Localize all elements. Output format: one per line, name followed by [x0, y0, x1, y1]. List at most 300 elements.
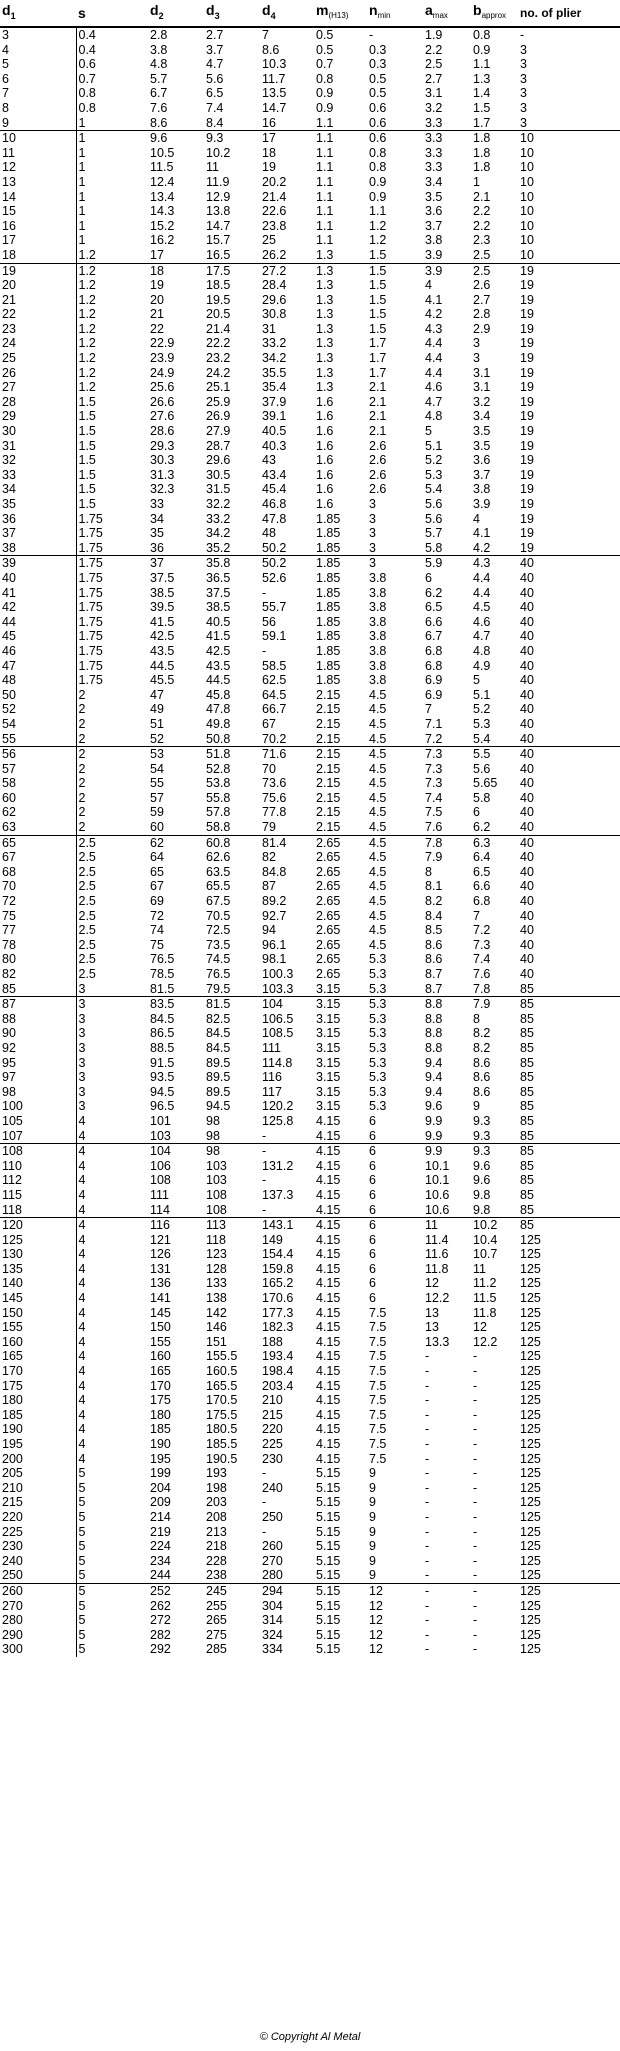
table-cell: 26 [0, 366, 76, 381]
table-cell: 6 [473, 805, 480, 820]
table-cell: 40 [520, 864, 534, 879]
table-row [0, 57, 620, 72]
table-cell: 27 [0, 380, 76, 395]
table-cell: 101 [150, 1113, 171, 1128]
table-cell: 3.7 [473, 467, 491, 482]
table-cell: 59.1 [262, 629, 287, 644]
table-cell: 230 [0, 1539, 76, 1554]
table-row [0, 1041, 620, 1056]
table-cell: 1.3 [316, 351, 334, 366]
table-cell: 2.8 [473, 307, 491, 322]
table-cell: 1.6 [316, 482, 334, 497]
table-cell: 1.5 [369, 307, 387, 322]
table-cell: 89.5 [206, 1070, 231, 1085]
table-cell: 2.6 [369, 482, 387, 497]
table-row [0, 982, 620, 997]
table-cell: 16.5 [206, 247, 231, 262]
table-cell: 2 [76, 747, 148, 762]
table-cell: 5.15 [316, 1627, 341, 1642]
table-cell: 4 [78, 1173, 86, 1188]
table-row [0, 1159, 620, 1174]
table-cell: 85 [518, 997, 620, 1012]
table-row [0, 850, 620, 865]
table-row [0, 1481, 620, 1496]
table-cell: 4.6 [473, 614, 491, 629]
table-cell: 160 [150, 1349, 171, 1364]
table-cell: 10.3 [262, 57, 287, 72]
header-m: $m_{(H13)}$ [314, 0, 367, 27]
table-row [0, 835, 620, 850]
table-cell: 0.8 [316, 71, 334, 86]
table-cell: 8.6 [425, 952, 443, 967]
table-cell: - [425, 1466, 430, 1481]
table-cell: - [473, 1613, 478, 1628]
table-cell: 2.65 [316, 879, 341, 894]
table-cell: 125 [520, 1305, 541, 1320]
table-cell: 11.2 [473, 1276, 497, 1291]
table-cell: 270 [0, 1599, 76, 1614]
table-cell: 1.2 [76, 263, 148, 278]
table-cell: 4 [78, 1451, 86, 1466]
table-cell: 2.5 [425, 57, 443, 72]
table-cell: 170 [0, 1364, 76, 1379]
table-cell: 1.3 [473, 71, 491, 86]
table-cell: 125 [520, 1276, 541, 1291]
table-cell: 7.4 [425, 790, 443, 805]
table-cell: 4.3 [425, 321, 443, 336]
table-cell: 1.1 [316, 145, 334, 160]
table-cell: 64.5 [262, 687, 287, 702]
table-cell: 68 [0, 865, 76, 880]
table-cell: - [425, 1568, 430, 1583]
table-cell: 40 [520, 585, 534, 600]
table-cell: 33 [0, 468, 76, 483]
table-cell: 40 [520, 776, 534, 791]
table-cell: 87 [0, 997, 76, 1012]
table-cell: 4 [78, 1378, 86, 1393]
table-cell: 4.15 [316, 1276, 341, 1291]
table-cell: 46 [0, 644, 76, 659]
table-cell: 82 [0, 967, 76, 982]
table-cell: 265 [206, 1613, 227, 1628]
table-cell: 5.7 [425, 526, 443, 541]
table-cell: 1.3 [316, 336, 334, 351]
table-cell: 2.15 [316, 820, 341, 835]
table-cell: 11.5 [150, 160, 174, 175]
table-row [0, 1129, 620, 1144]
table-cell: 13 [425, 1320, 439, 1335]
table-cell: - [473, 1539, 478, 1554]
table-cell: 41.5 [206, 629, 231, 644]
table-cell: 0.5 [316, 28, 334, 42]
table-cell: 6.8 [425, 658, 443, 673]
table-cell: 1.1 [316, 204, 334, 219]
table-cell: 2.2 [473, 218, 491, 233]
table-cell: 11.9 [206, 174, 230, 189]
table-cell: 7.8 [423, 835, 471, 850]
table-cell: 86.5 [150, 1026, 175, 1041]
table-cell: 2.5 [78, 894, 96, 909]
table-cell: 7.6 [150, 100, 168, 115]
table-cell: 40 [518, 747, 620, 762]
table-cell: 2.65 [316, 850, 341, 865]
table-cell: 40 [520, 937, 534, 952]
table-cell: 89.2 [262, 894, 287, 909]
table-cell: 117 [262, 1084, 282, 1099]
table-cell: 8.6 [425, 937, 443, 952]
table-cell: 47.8 [206, 702, 231, 717]
table-cell: 8.6 [150, 115, 168, 130]
table-cell: 29 [0, 409, 76, 424]
table-cell: 1.6 [316, 394, 334, 409]
table-cell: 35.2 [206, 540, 231, 555]
table-cell: 120 [0, 1218, 76, 1233]
table-cell: 314 [262, 1613, 283, 1628]
table-cell: 3.1 [425, 86, 443, 101]
table-cell: 58.5 [262, 658, 287, 673]
table-cell: 7.6 [473, 967, 491, 981]
table-cell: 8.5 [425, 923, 443, 938]
table-cell: 31 [262, 321, 276, 336]
table-cell: 2.1 [473, 189, 491, 204]
table-row [0, 1349, 620, 1364]
table-cell: 12 [369, 1627, 383, 1642]
table-cell: 0.3 [369, 57, 387, 72]
table-cell: 1.7 [473, 115, 491, 130]
table-cell: 93.5 [150, 1070, 175, 1085]
table-cell: 204 [150, 1480, 171, 1495]
table-cell: 4 [78, 1291, 86, 1306]
table-cell: 27.2 [260, 263, 314, 278]
table-cell: 29.3 [150, 438, 175, 453]
table-cell: 40 [520, 600, 534, 615]
table-cell: 46.8 [262, 497, 287, 511]
table-row [0, 1114, 620, 1129]
table-cell: 5.3 [369, 1011, 387, 1026]
table-cell: 20 [150, 292, 164, 307]
table-cell: 54 [150, 761, 164, 776]
table-cell: 5.6 [473, 761, 491, 776]
table-cell: 195 [0, 1437, 76, 1452]
table-cell: 1.7 [369, 336, 387, 351]
table-cell: - [425, 1393, 430, 1408]
table-cell: 40 [520, 716, 534, 731]
table-cell: 7.5 [369, 1407, 387, 1422]
table-cell: 45 [0, 629, 76, 644]
table-cell: 65 [150, 864, 164, 879]
table-cell: 334 [262, 1642, 283, 1657]
table-row [0, 27, 620, 43]
table-cell: 1.85 [316, 614, 341, 629]
table-cell: 7.8 [473, 981, 491, 996]
table-cell: 1.5 [78, 453, 96, 468]
table-cell: 125 [520, 1422, 541, 1437]
table-row [0, 1233, 620, 1248]
table-row [0, 233, 620, 248]
table-cell: 5.15 [314, 1583, 367, 1598]
table-row [0, 629, 620, 644]
table-cell: 1.85 [316, 673, 341, 688]
table-cell: 67 [150, 879, 164, 894]
table-cell: 4.9 [473, 658, 491, 673]
table-cell: 1.75 [78, 658, 103, 673]
table-cell: 89.5 [206, 1084, 231, 1099]
table-cell: 4.15 [316, 1173, 341, 1188]
table-row [0, 1642, 620, 1657]
table-row [0, 967, 620, 982]
table-cell: 7.3 [425, 761, 443, 776]
table-cell: 2.5 [76, 835, 148, 850]
table-cell: 4.15 [316, 1247, 341, 1262]
table-cell: 7.6 [425, 820, 443, 835]
table-cell: - [473, 1568, 478, 1583]
table-cell: 0.4 [78, 28, 96, 42]
table-cell: 10 [520, 160, 534, 175]
table-row [0, 1539, 620, 1554]
table-cell: 7.9 [425, 850, 443, 865]
table-cell: 39.1 [262, 409, 287, 424]
table-cell: 4.5 [369, 716, 387, 731]
table-cell: 31.3 [150, 467, 175, 482]
table-cell: 4.3 [471, 556, 518, 571]
table-row [0, 1408, 620, 1423]
table-cell: 75 [150, 937, 164, 952]
table-row [0, 1144, 620, 1159]
table-cell: 26.2 [262, 247, 287, 262]
table-row [0, 1099, 620, 1114]
table-cell: 73.5 [206, 937, 231, 952]
table-cell: 28 [0, 395, 76, 410]
table-cell: 3.8 [369, 570, 387, 585]
table-cell: 17 [150, 247, 164, 262]
table-cell: - [425, 1495, 430, 1510]
table-cell: 38.5 [150, 585, 175, 600]
table-cell: 1.8 [473, 145, 491, 160]
table-cell: 2.1 [369, 394, 387, 409]
table-cell: 141 [150, 1291, 171, 1306]
table-cell: 3.9 [423, 263, 471, 278]
table-cell: 72.5 [206, 923, 231, 938]
table-cell: 3.1 [473, 365, 491, 380]
table-cell: 2 [78, 731, 86, 746]
table-cell: 32.3 [150, 482, 175, 497]
table-cell: 1.85 [316, 511, 341, 526]
table-cell: 125 [520, 1437, 541, 1451]
table-cell: 111 [262, 1040, 282, 1055]
table-cell: 180.5 [206, 1422, 238, 1437]
table-row [0, 1012, 620, 1027]
table-row [0, 997, 620, 1012]
table-cell: 6.2 [473, 820, 491, 835]
table-cell: 220 [0, 1510, 76, 1525]
table-cell: 159.8 [262, 1261, 294, 1276]
table-cell: 3.3 [425, 160, 443, 175]
table-cell: 4.15 [316, 1393, 341, 1408]
table-row [0, 556, 620, 571]
table-cell: - [262, 1495, 267, 1510]
table-cell: 182.3 [262, 1320, 294, 1335]
table-cell: 125 [520, 1642, 541, 1657]
table-cell: 218 [206, 1539, 227, 1554]
table-cell: 190.5 [206, 1451, 238, 1466]
table-cell: 33.2 [262, 336, 287, 351]
table-cell: 5.1 [473, 687, 491, 702]
table-cell: 170 [150, 1378, 171, 1393]
table-cell: 3.15 [316, 1055, 341, 1070]
table-cell: 3 [520, 71, 527, 86]
table-cell: 7.3 [473, 937, 491, 952]
table-cell: 8.2 [473, 1040, 491, 1055]
table-cell: 111 [150, 1187, 170, 1202]
table-cell: 195 [150, 1451, 171, 1466]
table-cell: 53.8 [206, 776, 231, 791]
table-row [0, 1628, 620, 1643]
table-cell: 4 [78, 1261, 86, 1276]
table-cell: 13.5 [262, 86, 287, 101]
table-cell: 24 [0, 336, 76, 351]
table-cell: 131.2 [262, 1158, 294, 1173]
table-cell: 4.15 [314, 1144, 367, 1159]
table-row [0, 336, 620, 351]
table-cell: 103 [206, 1158, 227, 1173]
table-cell: 7.4 [206, 100, 224, 115]
table-cell: 3.8 [369, 614, 387, 629]
table-cell: 15.7 [206, 233, 231, 248]
table-cell: 125 [520, 1524, 541, 1539]
table-cell: 5.6 [206, 71, 224, 86]
table-cell: 13.3 [425, 1334, 450, 1349]
table-cell: 89.5 [206, 1055, 231, 1070]
table-cell: 37.5 [206, 585, 231, 600]
table-cell: 3.7 [206, 42, 224, 57]
table-cell: 98 [0, 1085, 76, 1100]
table-row [0, 204, 620, 219]
table-cell: 116 [148, 1218, 204, 1233]
table-cell: 1.2 [78, 380, 96, 395]
table-cell: 4.5 [369, 864, 387, 879]
table-cell: 7 [262, 28, 269, 42]
table-cell: - [425, 1524, 430, 1539]
table-cell: 4.5 [369, 776, 387, 791]
table-cell: 10 [520, 174, 534, 189]
table-cell: 85 [520, 1202, 534, 1217]
table-cell: 2.15 [316, 687, 341, 702]
table-cell: 0.9 [473, 42, 491, 57]
table-cell: 10.1 [425, 1158, 450, 1173]
table-cell: 1.3 [316, 247, 334, 262]
table-cell: 1.8 [473, 160, 491, 175]
table-cell: 40 [520, 879, 534, 894]
table-cell: 12 [0, 160, 76, 175]
table-cell: 4.8 [425, 409, 443, 424]
table-row [0, 541, 620, 556]
table-cell: 30.3 [150, 453, 175, 468]
table-row [0, 659, 620, 674]
table-cell: 1.2 [78, 247, 96, 262]
table-cell: 6 [369, 1276, 376, 1291]
table-cell: 125 [520, 1232, 541, 1247]
table-cell: 22.2 [206, 336, 231, 351]
table-cell: 44.5 [206, 673, 231, 688]
table-cell: 2.6 [473, 278, 491, 293]
table-cell: 4 [78, 1320, 86, 1335]
table-cell: 2.1 [369, 380, 387, 395]
table-cell: 35 [150, 526, 164, 541]
table-cell: 1.2 [78, 365, 96, 380]
table-cell: 126 [150, 1247, 171, 1262]
table-cell: 40 [520, 952, 534, 967]
table-row [0, 1173, 620, 1188]
table-row [0, 380, 620, 395]
table-cell: 7 [0, 86, 76, 101]
table-cell: 300 [0, 1642, 76, 1657]
table-cell: 35 [0, 497, 76, 512]
table-cell: 3.15 [316, 981, 341, 996]
table-cell: 115 [0, 1188, 76, 1203]
table-cell: 5.3 [473, 716, 491, 731]
table-cell: 3 [78, 981, 86, 996]
table-cell: 85 [520, 1158, 534, 1173]
table-cell: 3.8 [369, 673, 387, 688]
table-cell: 1.5 [78, 409, 96, 424]
table-cell: 22.6 [262, 204, 287, 219]
table-cell: 60.8 [204, 835, 260, 850]
table-cell: 5.8 [425, 540, 443, 555]
table-cell: 74 [150, 923, 164, 938]
table-cell: 214 [150, 1509, 171, 1524]
table-cell: 0.8 [78, 86, 96, 101]
table-cell: 4.5 [369, 894, 387, 909]
table-cell: 0.3 [369, 42, 387, 57]
table-row [0, 673, 620, 688]
table-cell: 137.3 [262, 1187, 294, 1202]
table-cell: 9 [369, 1466, 376, 1481]
table-cell: 23 [0, 322, 76, 337]
table-cell: 44 [0, 615, 76, 630]
table-cell: - [473, 1480, 478, 1495]
table-cell: 0.6 [367, 131, 423, 146]
table-cell: 55 [0, 732, 76, 747]
table-cell: 98.1 [262, 952, 287, 967]
table-cell: - [369, 28, 374, 42]
table-cell: 19 [150, 278, 164, 293]
table-cell: 3.7 [425, 218, 443, 233]
table-cell: 8.6 [473, 1070, 491, 1085]
table-cell: 1 [78, 145, 86, 160]
table-cell: 238 [206, 1568, 227, 1583]
table-cell: 4.5 [473, 600, 491, 615]
table-cell: - [473, 1642, 478, 1657]
table-cell: 103 [150, 1128, 171, 1143]
table-row [0, 293, 620, 308]
header-d1: $d_1$ [0, 0, 76, 27]
table-cell: 57.8 [206, 805, 231, 820]
table-cell: 125 [520, 1539, 541, 1554]
table-cell: 59 [150, 805, 164, 820]
table-cell: 12.4 [150, 174, 175, 189]
table-cell: 155.5 [206, 1349, 238, 1364]
table-cell: 200 [0, 1452, 76, 1467]
table-cell: 10 [520, 189, 534, 204]
table-cell: 2.5 [78, 879, 96, 894]
table-cell: 28.4 [262, 278, 287, 293]
table-cell: 5.8 [473, 790, 491, 805]
table-cell: 18 [148, 263, 204, 278]
table-row [0, 909, 620, 924]
table-cell: 3.1 [473, 380, 491, 395]
table-row [0, 923, 620, 938]
table-cell: 18 [0, 248, 76, 263]
